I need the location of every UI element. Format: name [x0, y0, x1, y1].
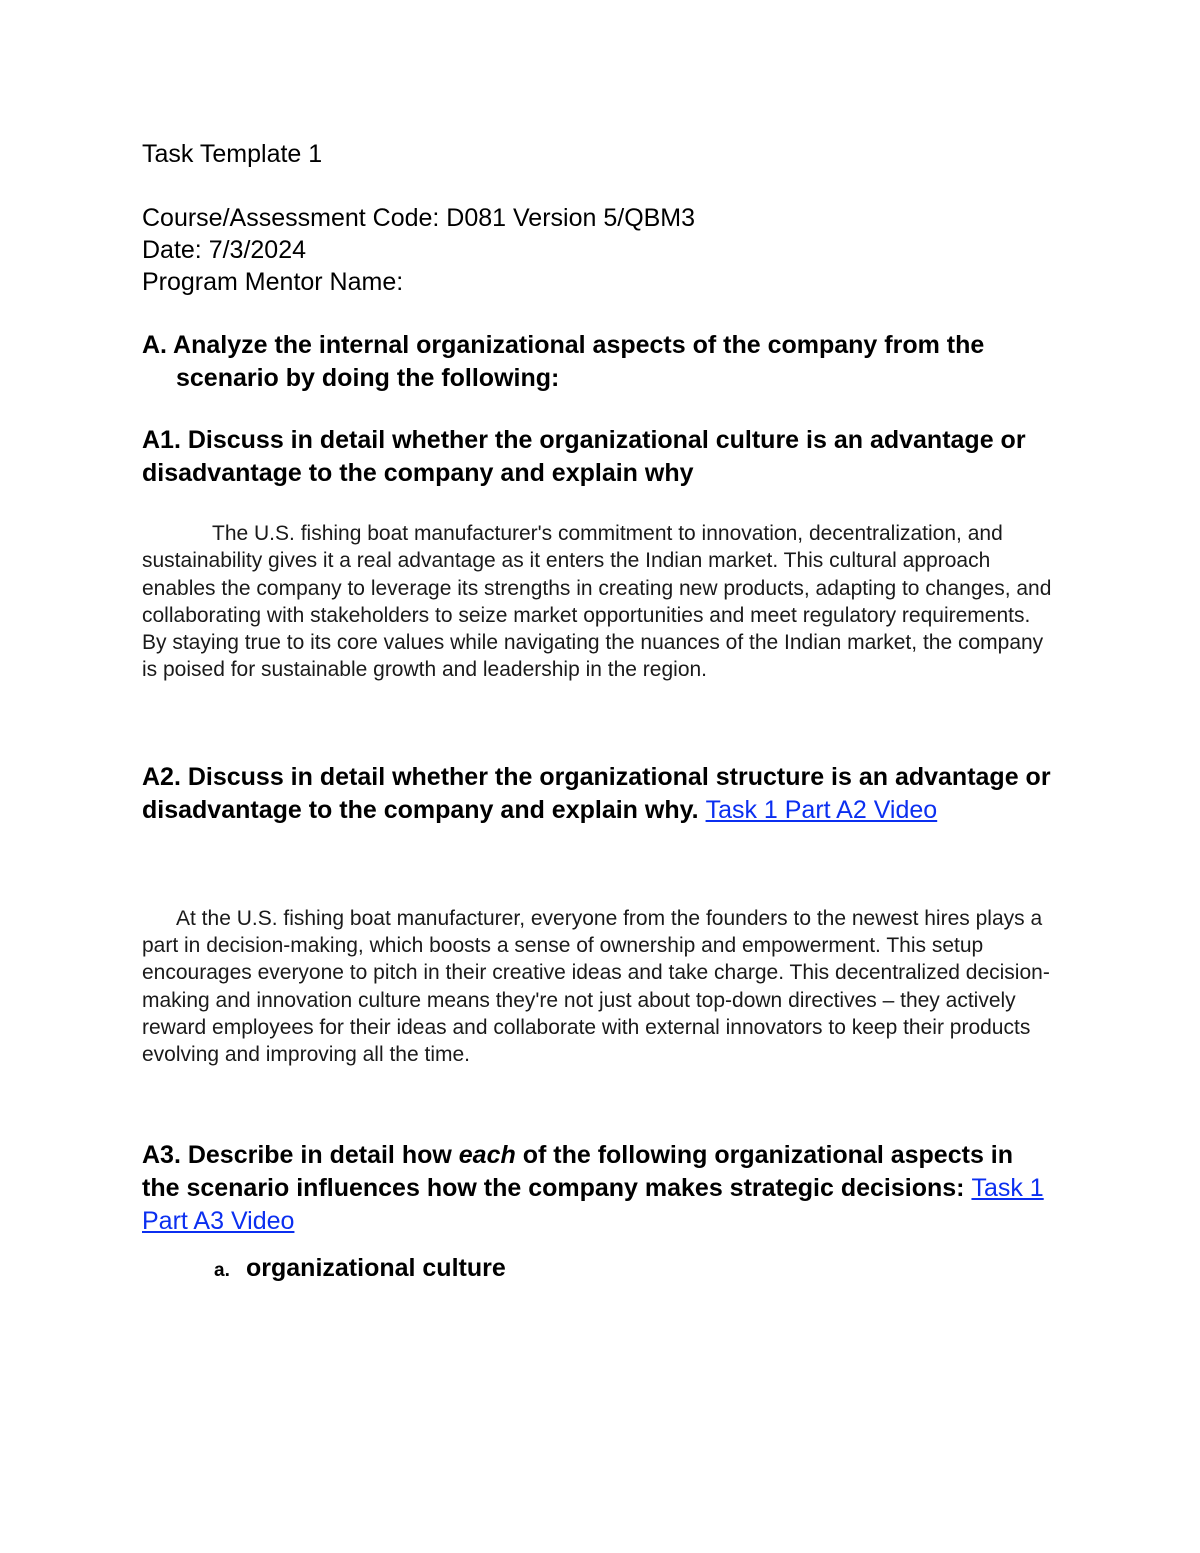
document-title: Task Template 1 [142, 140, 323, 168]
section-a3-heading [142, 1139, 1057, 1238]
section-a1-body: The U.S. fishing boat manufacturer's commitment to innovation, decentralization, and sustainability gives it a real advantage as it enters the Indian market. This cultural approach enables the company to leverage its strengths in creating new products, adapting to changes, and collaborating with stakeholders to seize market opportunities and meet regulatory requirements. By staying true to its core values while navigating the nuances of the Indian market, the company is poised for sustainable growth and leadership in the region. [142, 522, 1052, 682]
list-item-label: organizational culture [246, 1253, 506, 1282]
section-a2-heading-text: A2. Discuss in detail whether the organizational structure is an advantage or disadvantage to the company and explain why. [142, 762, 1051, 824]
date-line: Date: 7/3/2024 [142, 236, 307, 264]
section-a3-heading-start: A3. Describe in detail how [142, 1140, 452, 1169]
course-code: Course/Assessment Code: D081 Version 5/QBM3 [142, 204, 696, 232]
document-page [142, 138, 1057, 1287]
section-a2-body: At the U.S. fishing boat manufacturer, everyone from the founders to the newest hires plays a part in decision-making, which boosts a sense of ownership and empowerment. This setup encourages everyone to pitch in their creative ideas and take charge. This decentralized decision-making and innovation culture means they're not just about top-down directives – they actively reward employees for their ideas and collaborate with external innovators to keep their products evolving and improving all the time. [142, 906, 1050, 1067]
mentor-name-line: Program Mentor Name: [142, 268, 404, 296]
section-a2-heading [142, 761, 1057, 827]
a3-video-link[interactable]: Task 1 Part A3 Video [142, 1173, 1044, 1235]
section-a3-heading-end: of the following organizational aspects in the scenario influences how the company makes strategic decisions: [142, 1140, 1014, 1202]
list-item [142, 1252, 1057, 1287]
section-a-heading: A. Analyze the internal organizational aspects of the company from the scenario by doing the following: [142, 331, 985, 392]
list-marker: a. [214, 1259, 230, 1281]
a2-video-link[interactable]: Task 1 Part A2 Video [705, 795, 938, 824]
section-a3-heading-emphasis: each [458, 1140, 516, 1169]
section-a1-heading: A1. Discuss in detail whether the organizational culture is an advantage or disadvantage to the company and explain why [142, 426, 1026, 487]
